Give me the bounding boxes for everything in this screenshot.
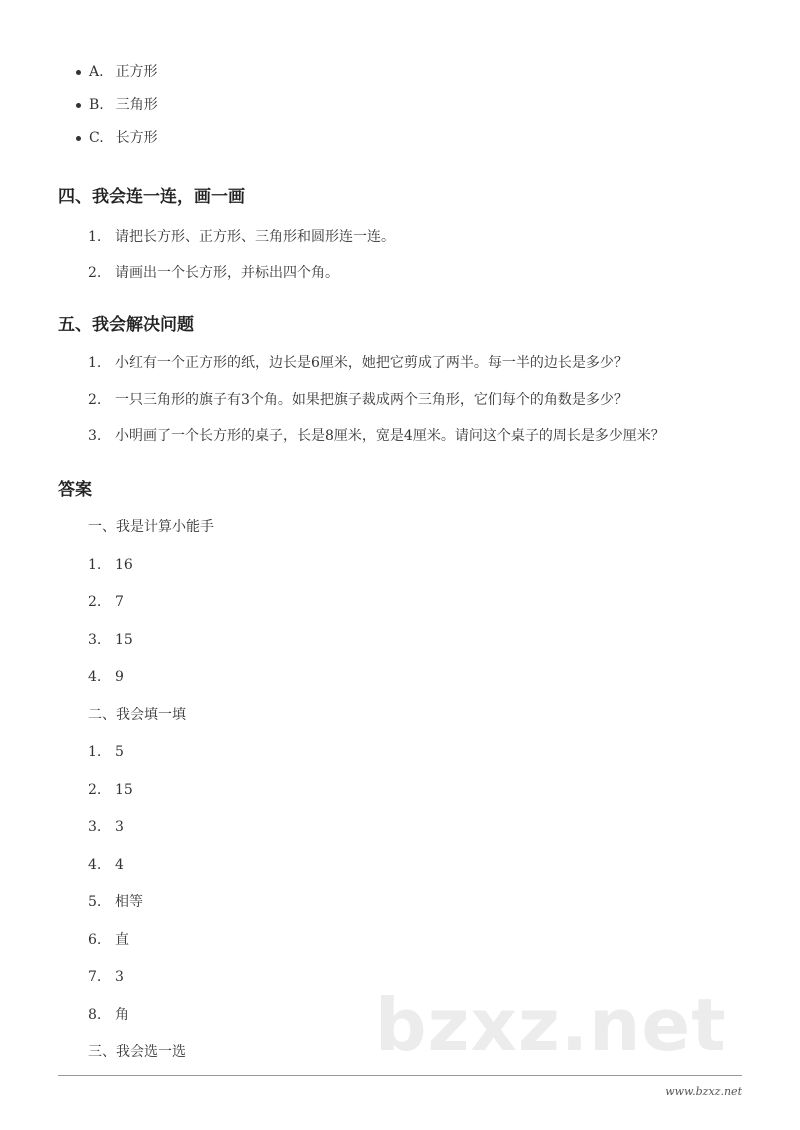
item-text: 直 (115, 931, 129, 948)
bullet-icon (76, 103, 81, 108)
option-text: 长方形 (115, 130, 158, 146)
item-text: 16 (115, 556, 133, 573)
item-number: 1. (88, 355, 102, 371)
item-number: 7. (88, 969, 102, 985)
item-number: 2. (88, 265, 102, 281)
answer-item (88, 630, 133, 650)
item-number: 4. (88, 669, 102, 685)
section-heading (58, 313, 194, 337)
answers-title: 答案 (58, 480, 92, 500)
answer-part-title (88, 1042, 186, 1062)
answer-item (88, 667, 124, 687)
item-text: 15 (115, 631, 133, 648)
answer-item (88, 817, 124, 837)
section-title: 四、我会连一连，画一画 (58, 187, 245, 207)
option-label: C. (89, 130, 104, 146)
list-item (88, 390, 628, 410)
item-text: 请画出一个长方形，并标出四个角。 (115, 265, 339, 281)
section-title: 五、我会解决问题 (58, 315, 194, 335)
list-item (88, 353, 628, 373)
answer-item (88, 742, 124, 762)
item-text: 5 (115, 744, 124, 760)
item-text: 小明画了一个长方形的桌子，长是8厘米，宽是4厘米。请问这个桌子的周长是多少厘米？ (115, 428, 665, 444)
item-number: 1. (88, 556, 102, 573)
item-number: 1. (88, 744, 102, 760)
option-text: 三角形 (115, 97, 158, 113)
item-text: 角 (115, 1006, 129, 1023)
answer-item (88, 555, 133, 575)
watermark-logo: bzxz.net (375, 983, 727, 1067)
part-title: 一、我是计算小能手 (88, 519, 214, 535)
part-title: 二、我会填一填 (88, 706, 186, 723)
section-heading (58, 185, 245, 209)
answer-item (88, 892, 143, 912)
answer-item (88, 855, 124, 875)
answer-item (88, 780, 133, 800)
list-item (88, 227, 395, 247)
part-title: 三、我会选一选 (88, 1044, 186, 1060)
item-number: 2. (88, 392, 102, 408)
item-number: 3. (88, 819, 102, 835)
item-number: 2. (88, 781, 102, 798)
item-text: 4 (115, 856, 124, 873)
item-text: 7 (115, 594, 124, 610)
item-number: 3. (88, 631, 102, 648)
answers-heading (58, 478, 92, 502)
item-text: 请把长方形、正方形、三角形和圆形连一连。 (115, 229, 395, 245)
answer-item (88, 930, 129, 950)
option-label: A. (89, 64, 104, 80)
option-item (76, 62, 158, 82)
item-text: 3 (115, 969, 124, 985)
item-number: 2. (88, 594, 102, 610)
footer-divider (58, 1075, 742, 1076)
answer-part-title (88, 705, 186, 725)
answer-part-title (88, 517, 214, 537)
option-text: 正方形 (115, 64, 158, 80)
option-item (76, 128, 158, 148)
option-label: B. (89, 97, 104, 113)
item-text: 小红有一个正方形的纸，边长是6厘米，她把它剪成了两半。每一半的边长是多少？ (115, 355, 628, 371)
bullet-icon (76, 136, 81, 141)
item-text: 9 (115, 669, 124, 685)
item-number: 4. (88, 856, 102, 873)
item-number: 8. (88, 1006, 102, 1023)
option-item (76, 95, 158, 115)
list-item (88, 426, 665, 446)
footer-url: www.bzxz.net (665, 1085, 742, 1098)
list-item (88, 263, 339, 283)
item-text: 一只三角形的旗子有3个角。如果把旗子裁成两个三角形，它们每个的角数是多少？ (115, 392, 628, 408)
answer-item (88, 592, 124, 612)
item-number: 5. (88, 894, 102, 910)
answer-item (88, 967, 124, 987)
item-text: 3 (115, 819, 124, 835)
item-number: 3. (88, 428, 102, 444)
item-text: 相等 (115, 894, 143, 910)
item-number: 6. (88, 931, 102, 948)
answer-item (88, 1005, 129, 1025)
item-number: 1. (88, 229, 102, 245)
item-text: 15 (115, 781, 133, 798)
bullet-icon (76, 70, 81, 75)
